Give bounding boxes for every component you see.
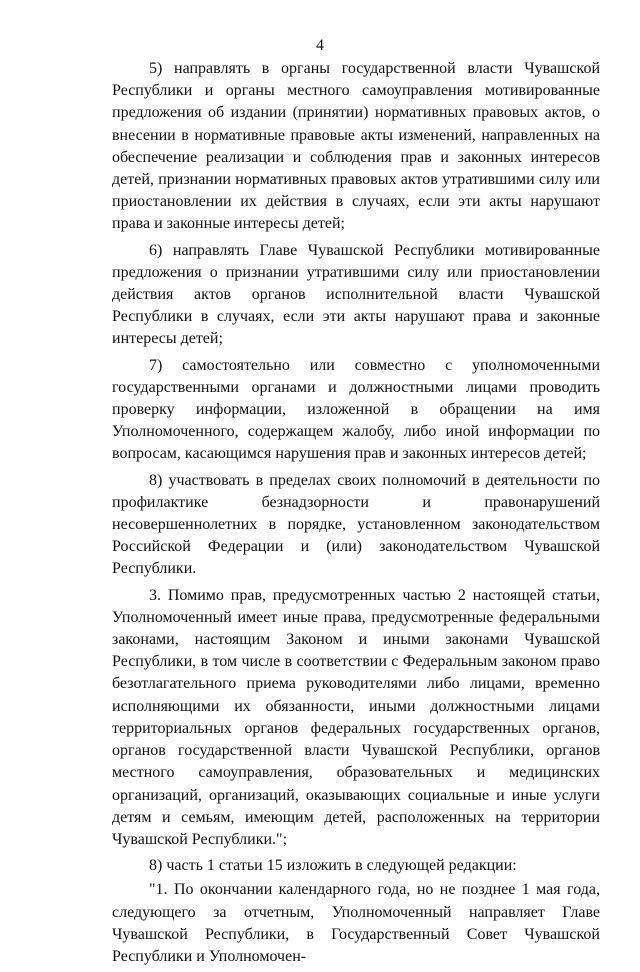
paragraph-part-3: 3. Помимо прав, предусмотренных частью 2 настоящей статьи, Уполномоченный имеет иные права, предусмотренные федеральными законами, настоящим Законом и иными законами Чувашской Республики, в том числе в соответствии с Федеральным законом право безотлагательного приема руководителями либо лицами, временно исполняющими их обязанности, иными должностными лицами территориальных органов федеральных государственных органов, органов государственной власти Чувашской Республики, органов местного самоуправления, образовательных и медицинских организаций, организаций, оказывающих социальные и иные услуги детям и семьям, имеющим детей, расположенных на территории Чувашской Республики."; (112, 586, 600, 848)
document-body (112, 58, 600, 972)
paragraph-item-6: 6) направлять Главе Чувашской Республики мотивированные предложения о признании утратившими силу или приостановлении действия актов органов исполнительной власти Чувашской Республики в случаях, если эти акты нарушают права и законные интересы детей; (112, 241, 600, 348)
paragraph-item-7: 7) самостоятельно или совместно с уполномоченными государственными органами и должностными лицами проводить проверку информации, изложенной в обращении на имя Уполномоченного, содержащем жалобу, либо иной информации по вопросам, касающимся нарушения прав и законных интересов детей; (112, 356, 600, 463)
paragraph-article-15-part-1: "1. По окончании календарного года, но не позднее 1 мая года, следующего за отчетным, Уполномоченный направляет Главе Чувашской Республики, в Государственный Совет Чувашской Республики и Уполномочен- (112, 881, 600, 965)
page-number: 4 (316, 37, 324, 54)
paragraph-item-8: 8) участвовать в пределах своих полномочий в деятельности по профилактике безнадзорности и правонарушений несовершеннолетних в порядке, установленном законодательством Российской Федерации и (или) законодательством Чувашской Республики. (112, 471, 600, 578)
paragraph-item-5: 5) направлять в органы государственной власти Чувашской Республики и органы местного самоуправления мотивированные предложения об издании (принятии) нормативных правовых актов, о внесении в нормативные правовые акты изменений, направленных на обеспечение реализации и соблюдения прав и законных интересов детей, признании нормативных правовых актов утратившими силу или приостановлении их действия в случаях, если эти акты нарушают права и законные интересы детей; (112, 60, 600, 233)
paragraph-amendment-8: 8) часть 1 статьи 15 изложить в следующей редакции: (149, 857, 517, 875)
